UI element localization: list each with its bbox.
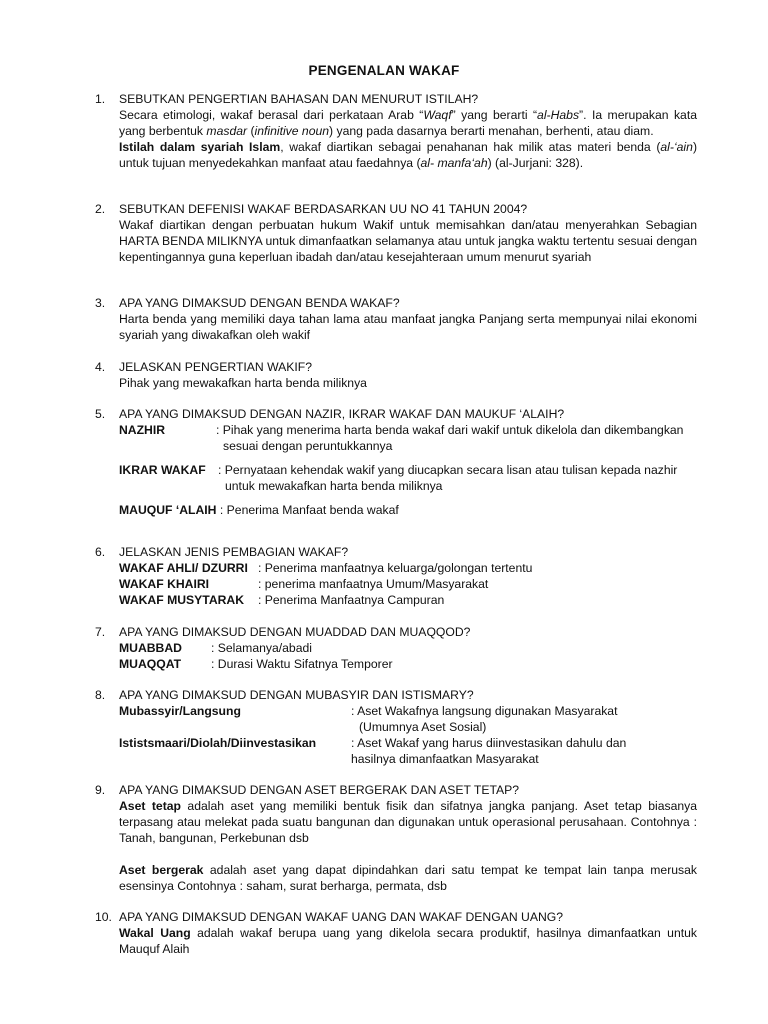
question-9 bbox=[95, 782, 697, 894]
definition-label: MUABBAD bbox=[119, 641, 182, 655]
definition-value: : Penerima Manfaat benda wakaf bbox=[216, 503, 399, 517]
question-number: 3. bbox=[95, 296, 106, 310]
question-10 bbox=[95, 909, 697, 957]
answer-paragraph: Secara etimologi, wakaf berasal dari perkataan Arab “Waqf” yang berarti “al-Habs”. Ia merupakan kata yang berbentuk masdar (infinitive noun) yang pada dasarnya berarti menahan, berhenti, atau diam. bbox=[119, 108, 698, 138]
definition-row bbox=[119, 502, 697, 518]
question-8 bbox=[95, 687, 697, 767]
question-text: APA YANG DIMAKSUD DENGAN MUADDAD DAN MUAQQOD? bbox=[119, 625, 471, 639]
question-text: SEBUTKAN PENGERTIAN BAHASAN DAN MENURUT ISTILAH? bbox=[119, 92, 479, 106]
definition-row bbox=[119, 422, 697, 454]
definition-label: MAUQUF ‘ALAIH bbox=[119, 503, 217, 517]
definition-value: : Pernyataan kehendak wakif yang diucapkan secara lisan atau tulisan kepada nazhir untuk mewakafkan harta benda miliknya bbox=[218, 463, 678, 493]
definition-value: : Aset Wakaf yang harus diinvestasikan dahulu dan hasilnya dimanfaatkan Masyarakat bbox=[351, 736, 627, 766]
question-6 bbox=[95, 544, 697, 608]
definition-row bbox=[119, 560, 697, 576]
question-number: 4. bbox=[95, 360, 106, 374]
answer-paragraph: Wakaf diartikan dengan perbuatan hukum Wakif untuk memisahkan dan/atau menyerahkan Sebagian HARTA BENDA MILIKNYA untuk dimanfaatkan selamanya atau untuk jangka waktu tertentu sesuai dengan kepentingannya guna keperluan ibadah dan/atau kesejahteraan umum menurut syariah bbox=[119, 218, 697, 264]
question-1 bbox=[95, 91, 697, 171]
question-3 bbox=[95, 295, 697, 343]
definition-label: WAKAF KHAIRI bbox=[119, 577, 210, 591]
definition-row bbox=[119, 592, 697, 608]
answer-paragraph: Pihak yang mewakafkan harta benda miliknya bbox=[119, 376, 367, 390]
question-5 bbox=[95, 406, 697, 518]
answer-paragraph: Istilah dalam syariah Islam, wakaf diartikan sebagai penahanan hak milik atas materi benda (al-‘ain) untuk tujuan menyedekahkan manfaat atau faedahnya (al- manfa‘ah) (al-Jurjani: 328). bbox=[119, 140, 697, 170]
definition-value: : Aset Wakafnya langsung digunakan Masyarakat (Umumnya Aset Sosial) bbox=[351, 704, 618, 734]
question-text: APA YANG DIMAKSUD DENGAN WAKAF UANG DAN WAKAF DENGAN UANG? bbox=[119, 910, 564, 924]
answer-paragraph: Wakal Uang adalah wakaf berupa uang yang dikelola secara produktif, hasilnya dimanfaatkan untuk Mauquf Alaih bbox=[119, 926, 697, 956]
definition-row bbox=[119, 640, 697, 656]
question-number: 2. bbox=[95, 202, 106, 216]
definition-value: : Selamanya/abadi bbox=[211, 641, 312, 655]
answer-paragraph: Aset bergerak adalah aset yang dapat dipindahkan dari satu tempat ke tempat lain tanpa merusak esensinya Contohnya : saham, surat berharga, permata, dsb bbox=[119, 863, 698, 893]
definition-row bbox=[119, 656, 697, 672]
answer-paragraph: Harta benda yang memiliki daya tahan lama atau manfaat jangka Panjang serta mempunyai nilai ekonomi syariah yang diwakafkan oleh wakif bbox=[119, 312, 697, 342]
question-text: APA YANG DIMAKSUD DENGAN BENDA WAKAF? bbox=[119, 296, 400, 310]
definition-value: : Penerima Manfaatnya Campuran bbox=[258, 593, 445, 607]
definition-row bbox=[119, 462, 697, 494]
definition-row bbox=[119, 735, 697, 767]
question-7 bbox=[95, 624, 697, 672]
question-text: APA YANG DIMAKSUD DENGAN NAZIR, IKRAR WAKAF DAN MAUKUF ‘ALAIH? bbox=[119, 407, 565, 421]
definition-label: NAZHIR bbox=[119, 423, 166, 437]
question-text: APA YANG DIMAKSUD DENGAN MUBASYIR DAN ISTISMARY? bbox=[119, 688, 474, 702]
definition-value: : Durasi Waktu Sifatnya Temporer bbox=[211, 657, 393, 671]
question-number: 10. bbox=[95, 910, 112, 924]
question-2 bbox=[95, 201, 697, 265]
question-number: 1. bbox=[95, 92, 106, 106]
question-text: SEBUTKAN DEFENISI WAKAF BERDASARKAN UU NO 41 TAHUN 2004? bbox=[119, 202, 528, 216]
question-number: 8. bbox=[95, 688, 106, 702]
definition-label: WAKAF MUSYTARAK bbox=[119, 593, 245, 607]
question-text: JELASKAN JENIS PEMBAGIAN WAKAF? bbox=[119, 545, 349, 559]
question-text: JELASKAN PENGERTIAN WAKIF? bbox=[119, 360, 313, 374]
definition-row bbox=[119, 703, 697, 735]
question-4 bbox=[95, 359, 697, 391]
definition-label: Ististsmaari/Diolah/Diinvestasikan bbox=[119, 736, 317, 750]
definition-row bbox=[119, 576, 697, 592]
definition-label: IKRAR WAKAF bbox=[119, 463, 206, 477]
question-number: 7. bbox=[95, 625, 106, 639]
question-text: APA YANG DIMAKSUD DENGAN ASET BERGERAK DAN ASET TETAP? bbox=[119, 783, 520, 797]
definition-value: : Penerima manfaatnya keluarga/golongan tertentu bbox=[258, 561, 533, 575]
definition-label: MUAQQAT bbox=[119, 657, 182, 671]
definition-label: Mubassyir/Langsung bbox=[119, 704, 241, 718]
page-title: PENGENALAN WAKAF bbox=[308, 63, 460, 78]
question-number: 9. bbox=[95, 783, 106, 797]
definition-value: : penerima manfaatnya Umum/Masyarakat bbox=[258, 577, 489, 591]
question-number: 5. bbox=[95, 407, 106, 421]
definition-label: WAKAF AHLI/ DZURRI bbox=[119, 561, 248, 575]
question-number: 6. bbox=[95, 545, 106, 559]
definition-value: : Pihak yang menerima harta benda wakaf dari wakif untuk dikelola dan dikembangkan sesuai dengan peruntukkannya bbox=[216, 423, 684, 453]
answer-paragraph: Aset tetap adalah aset yang memiliki bentuk fisik dan sifatnya jangka panjang. Aset tetap biasanya terpasang atau melekat pada suatu bangunan dan digunakan untuk operasional perusahaan. Contohnya : Tanah, bangunan, Perkebunan dsb bbox=[119, 799, 697, 845]
